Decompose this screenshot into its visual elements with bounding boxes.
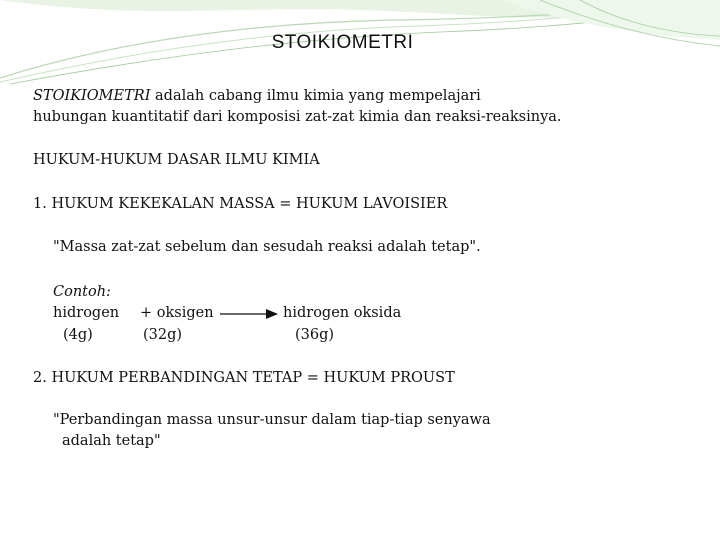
page-title: STOIKIOMETRI: [271, 32, 414, 53]
law2-quote-line1: "Perbandingan massa unsur-unsur dalam tiap-tiap senyawa: [53, 412, 491, 428]
reactant-oxygen: + oksigen: [140, 305, 214, 321]
example-label: Contoh:: [53, 284, 111, 300]
intro-line2: hubungan kuantitatif dari komposisi zat-zat kimia dan reaksi-reaksinya.: [33, 109, 562, 125]
law2-heading: 2. HUKUM PERBANDINGAN TETAP = HUKUM PROUST: [33, 370, 455, 386]
reaction-arrow-icon: [220, 306, 278, 322]
mass-oxygen: (32g): [143, 327, 183, 343]
intro-term: STOIKIOMETRI: [33, 88, 151, 104]
product-hydrogen-oxide: hidrogen oksida: [283, 305, 402, 321]
intro-line1: adalah cabang ilmu kimia yang mempelajari: [150, 88, 481, 104]
mass-hydrogen: (4g): [63, 327, 93, 343]
reactant-hydrogen: hidrogen: [53, 305, 120, 321]
mass-product: (36g): [295, 327, 335, 343]
section-heading: HUKUM-HUKUM DASAR ILMU KIMIA: [33, 152, 320, 168]
intro-paragraph: [33, 86, 562, 128]
law1-quote: "Massa zat-zat sebelum dan sesudah reaksi adalah tetap".: [53, 239, 481, 255]
law2-quote-line2: adalah tetap": [62, 433, 161, 449]
law1-heading: 1. HUKUM KEKEKALAN MASSA = HUKUM LAVOISIER: [33, 196, 448, 212]
